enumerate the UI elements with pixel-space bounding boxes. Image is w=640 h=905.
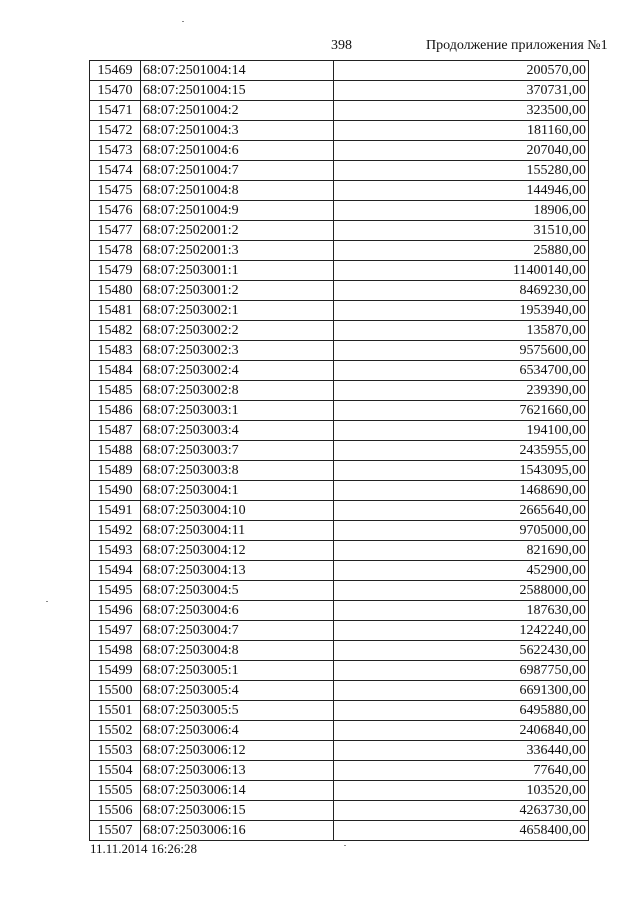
table-row — [90, 141, 589, 161]
row-number-cell: 15474 — [90, 161, 141, 181]
table-row — [90, 621, 589, 641]
row-number-cell: 15503 — [90, 741, 141, 761]
table-row — [90, 801, 589, 821]
row-number-cell: 15488 — [90, 441, 141, 461]
row-number-cell: 15480 — [90, 281, 141, 301]
table-row — [90, 321, 589, 341]
table-row — [90, 161, 589, 181]
cadastral-number-cell: 68:07:2503006:14 — [141, 781, 334, 801]
row-number-cell: 15471 — [90, 101, 141, 121]
value-cell: 181160,00 — [334, 121, 589, 141]
table-row — [90, 81, 589, 101]
table-row — [90, 281, 589, 301]
value-cell: 4263730,00 — [334, 801, 589, 821]
table-row — [90, 701, 589, 721]
cadastral-number-cell: 68:07:2503002:3 — [141, 341, 334, 361]
value-cell: 4658400,00 — [334, 821, 589, 841]
cadastral-number-cell: 68:07:2503004:12 — [141, 541, 334, 561]
value-cell: 135870,00 — [334, 321, 589, 341]
value-cell: 1468690,00 — [334, 481, 589, 501]
row-number-cell: 15470 — [90, 81, 141, 101]
value-cell: 239390,00 — [334, 381, 589, 401]
scan-speck — [344, 845, 346, 846]
cadastral-number-cell: 68:07:2503004:8 — [141, 641, 334, 661]
value-cell: 336440,00 — [334, 741, 589, 761]
row-number-cell: 15506 — [90, 801, 141, 821]
cadastral-number-cell: 68:07:2503003:4 — [141, 421, 334, 441]
value-cell: 9575600,00 — [334, 341, 589, 361]
value-cell: 207040,00 — [334, 141, 589, 161]
row-number-cell: 15472 — [90, 121, 141, 141]
value-cell: 103520,00 — [334, 781, 589, 801]
cadastral-number-cell: 68:07:2501004:7 — [141, 161, 334, 181]
cadastral-number-cell: 68:07:2503002:8 — [141, 381, 334, 401]
cadastral-number-cell: 68:07:2503004:7 — [141, 621, 334, 641]
cadastral-number-cell: 68:07:2503001:2 — [141, 281, 334, 301]
row-number-cell: 15482 — [90, 321, 141, 341]
row-number-cell: 15507 — [90, 821, 141, 841]
cadastral-number-cell: 68:07:2503006:4 — [141, 721, 334, 741]
row-number-cell: 15477 — [90, 221, 141, 241]
cadastral-number-cell: 68:07:2503005:4 — [141, 681, 334, 701]
row-number-cell: 15469 — [90, 61, 141, 81]
cadastral-number-cell: 68:07:2503002:1 — [141, 301, 334, 321]
cadastral-number-cell: 68:07:2503004:10 — [141, 501, 334, 521]
row-number-cell: 15484 — [90, 361, 141, 381]
scan-speck — [182, 21, 184, 22]
cadastral-number-cell: 68:07:2503004:6 — [141, 601, 334, 621]
row-number-cell: 15493 — [90, 541, 141, 561]
table-row — [90, 61, 589, 81]
value-cell: 18906,00 — [334, 201, 589, 221]
cadastral-number-cell: 68:07:2501004:6 — [141, 141, 334, 161]
value-cell: 144946,00 — [334, 181, 589, 201]
cadastral-number-cell: 68:07:2503004:13 — [141, 561, 334, 581]
table-row — [90, 461, 589, 481]
table-row — [90, 241, 589, 261]
cadastral-number-cell: 68:07:2503001:1 — [141, 261, 334, 281]
cadastral-number-cell: 68:07:2503005:1 — [141, 661, 334, 681]
value-cell: 1242240,00 — [334, 621, 589, 641]
row-number-cell: 15499 — [90, 661, 141, 681]
row-number-cell: 15481 — [90, 301, 141, 321]
cadastral-number-cell: 68:07:2503006:15 — [141, 801, 334, 821]
table-row — [90, 221, 589, 241]
table-row — [90, 201, 589, 221]
row-number-cell: 15491 — [90, 501, 141, 521]
cadastral-number-cell: 68:07:2503004:1 — [141, 481, 334, 501]
row-number-cell: 15504 — [90, 761, 141, 781]
value-cell: 194100,00 — [334, 421, 589, 441]
cadastral-number-cell: 68:07:2501004:14 — [141, 61, 334, 81]
value-cell: 1953940,00 — [334, 301, 589, 321]
table-row — [90, 101, 589, 121]
cadastral-number-cell: 68:07:2503006:13 — [141, 761, 334, 781]
table-row — [90, 481, 589, 501]
row-number-cell: 15505 — [90, 781, 141, 801]
value-cell: 31510,00 — [334, 221, 589, 241]
row-number-cell: 15476 — [90, 201, 141, 221]
table-row — [90, 341, 589, 361]
row-number-cell: 15475 — [90, 181, 141, 201]
cadastral-number-cell: 68:07:2503006:12 — [141, 741, 334, 761]
value-cell: 25880,00 — [334, 241, 589, 261]
cadastral-number-cell: 68:07:2501004:2 — [141, 101, 334, 121]
table-row — [90, 581, 589, 601]
value-cell: 2588000,00 — [334, 581, 589, 601]
cadastral-number-cell: 68:07:2503002:2 — [141, 321, 334, 341]
value-cell: 187630,00 — [334, 601, 589, 621]
table-row — [90, 521, 589, 541]
table-row — [90, 561, 589, 581]
row-number-cell: 15486 — [90, 401, 141, 421]
table-row — [90, 601, 589, 621]
value-cell: 2435955,00 — [334, 441, 589, 461]
row-number-cell: 15494 — [90, 561, 141, 581]
cadastral-number-cell: 68:07:2502001:3 — [141, 241, 334, 261]
row-number-cell: 15485 — [90, 381, 141, 401]
table-row — [90, 261, 589, 281]
value-cell: 6534700,00 — [334, 361, 589, 381]
value-cell: 5622430,00 — [334, 641, 589, 661]
table-row — [90, 681, 589, 701]
value-cell: 6495880,00 — [334, 701, 589, 721]
value-cell: 323500,00 — [334, 101, 589, 121]
cadastral-number-cell: 68:07:2503006:16 — [141, 821, 334, 841]
registry-table-body — [90, 61, 589, 841]
table-row — [90, 761, 589, 781]
value-cell: 200570,00 — [334, 61, 589, 81]
page-number: 398 — [331, 38, 352, 53]
cadastral-number-cell: 68:07:2501004:3 — [141, 121, 334, 141]
value-cell: 155280,00 — [334, 161, 589, 181]
row-number-cell: 15483 — [90, 341, 141, 361]
row-number-cell: 15490 — [90, 481, 141, 501]
table-row — [90, 661, 589, 681]
table-row — [90, 721, 589, 741]
row-number-cell: 15502 — [90, 721, 141, 741]
appendix-continuation-note: Продолжение приложения №1 — [426, 38, 608, 53]
row-number-cell: 15478 — [90, 241, 141, 261]
registry-table — [89, 60, 589, 841]
row-number-cell: 15492 — [90, 521, 141, 541]
table-row — [90, 541, 589, 561]
row-number-cell: 15495 — [90, 581, 141, 601]
row-number-cell: 15497 — [90, 621, 141, 641]
cadastral-number-cell: 68:07:2503004:5 — [141, 581, 334, 601]
table-row — [90, 381, 589, 401]
value-cell: 77640,00 — [334, 761, 589, 781]
value-cell: 6691300,00 — [334, 681, 589, 701]
cadastral-number-cell: 68:07:2503002:4 — [141, 361, 334, 381]
row-number-cell: 15489 — [90, 461, 141, 481]
cadastral-number-cell: 68:07:2503003:7 — [141, 441, 334, 461]
row-number-cell: 15487 — [90, 421, 141, 441]
value-cell: 821690,00 — [334, 541, 589, 561]
cadastral-number-cell: 68:07:2501004:9 — [141, 201, 334, 221]
table-row — [90, 301, 589, 321]
cadastral-number-cell: 68:07:2503004:11 — [141, 521, 334, 541]
value-cell: 11400140,00 — [334, 261, 589, 281]
value-cell: 452900,00 — [334, 561, 589, 581]
table-row — [90, 741, 589, 761]
table-row — [90, 441, 589, 461]
cadastral-number-cell: 68:07:2503003:8 — [141, 461, 334, 481]
row-number-cell: 15501 — [90, 701, 141, 721]
cadastral-number-cell: 68:07:2501004:8 — [141, 181, 334, 201]
table-row — [90, 361, 589, 381]
cadastral-number-cell: 68:07:2503003:1 — [141, 401, 334, 421]
value-cell: 370731,00 — [334, 81, 589, 101]
row-number-cell: 15498 — [90, 641, 141, 661]
value-cell: 2665640,00 — [334, 501, 589, 521]
table-row — [90, 821, 589, 841]
row-number-cell: 15473 — [90, 141, 141, 161]
value-cell: 8469230,00 — [334, 281, 589, 301]
value-cell: 2406840,00 — [334, 721, 589, 741]
table-row — [90, 401, 589, 421]
cadastral-number-cell: 68:07:2503005:5 — [141, 701, 334, 721]
cadastral-number-cell: 68:07:2501004:15 — [141, 81, 334, 101]
print-timestamp: 11.11.2014 16:26:28 — [90, 841, 198, 856]
table-row — [90, 121, 589, 141]
table-row — [90, 501, 589, 521]
cadastral-number-cell: 68:07:2502001:2 — [141, 221, 334, 241]
row-number-cell: 15479 — [90, 261, 141, 281]
table-row — [90, 781, 589, 801]
value-cell: 6987750,00 — [334, 661, 589, 681]
value-cell: 7621660,00 — [334, 401, 589, 421]
row-number-cell: 15500 — [90, 681, 141, 701]
table-row — [90, 181, 589, 201]
table-row — [90, 421, 589, 441]
value-cell: 9705000,00 — [334, 521, 589, 541]
scan-speck — [46, 601, 48, 602]
value-cell: 1543095,00 — [334, 461, 589, 481]
row-number-cell: 15496 — [90, 601, 141, 621]
table-row — [90, 641, 589, 661]
